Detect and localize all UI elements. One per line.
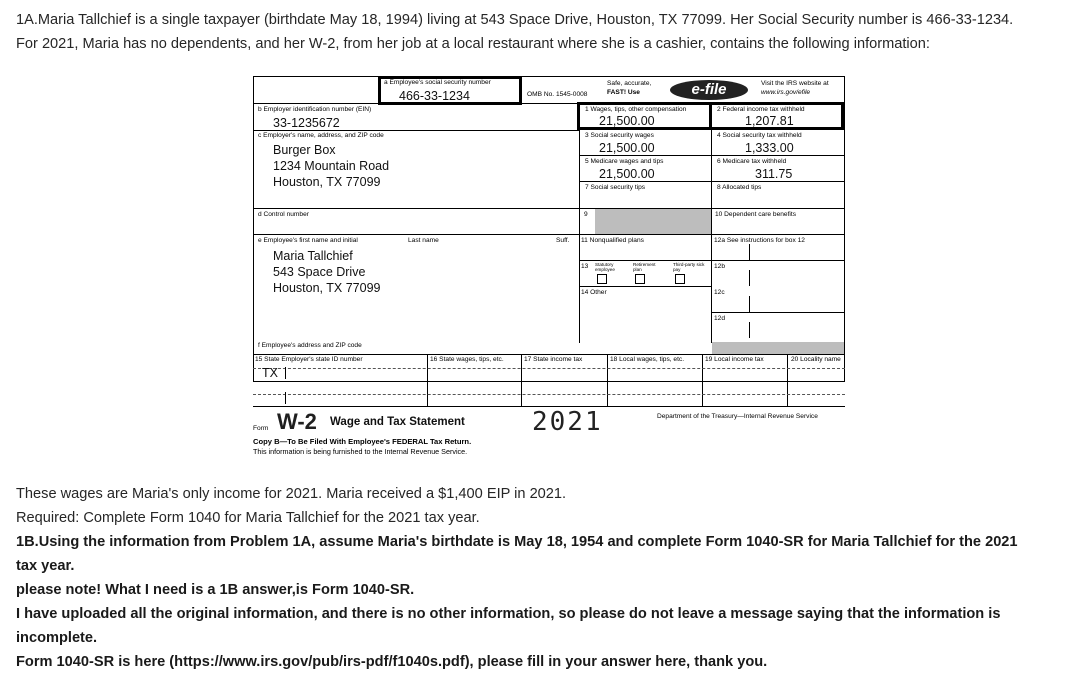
form-word: Form bbox=[253, 425, 269, 432]
last-name-label: Last name bbox=[408, 237, 439, 244]
box-f-label: f Employee's address and ZIP code bbox=[258, 342, 362, 349]
box-7-label: 7 Social security tips bbox=[585, 184, 646, 191]
box-12b-label: 12b bbox=[714, 263, 726, 270]
box-13-label: 13 bbox=[581, 263, 589, 270]
state-code: TX bbox=[262, 366, 278, 380]
box-1-label: 1 Wages, tips, other compensation bbox=[585, 106, 687, 113]
box-a-label: a Employee's social security number bbox=[384, 79, 491, 86]
employee-city: Houston, TX 77099 bbox=[273, 281, 381, 295]
box-b-label: b Employer identification number (EIN) bbox=[258, 106, 372, 113]
box-11-label: 11 Nonqualified plans bbox=[581, 237, 644, 244]
statutory-employee-label: Statutory employee bbox=[595, 262, 615, 272]
shaded-strip bbox=[712, 342, 844, 354]
box-19-label: 19 Local income tax bbox=[705, 356, 764, 363]
form-title: Wage and Tax Statement bbox=[330, 416, 465, 428]
retirement-plan-label: Retirement plan bbox=[633, 262, 656, 272]
fast-use-text: FAST! Use bbox=[607, 89, 640, 96]
problem-1a-line-2: For 2021, Maria has no dependents, and her W-2, from her job at a local restaurant where she is a cashier, contains the following information: bbox=[16, 36, 930, 52]
tax-year: 2021 bbox=[532, 407, 603, 437]
problem-1a-line-1: 1A.Maria Tallchief is a single taxpayer (birthdate May 18, 1994) living at 543 Space Drive, Houston, TX 77099. Her Social Security number is 466-33-1234. bbox=[16, 12, 1014, 28]
form-link-text: Form 1040-SR is here (https://www.irs.gov/pub/irs-pdf/f1040s.pdf), please fill in your answer here, thank you. bbox=[16, 654, 768, 670]
retirement-plan-checkbox bbox=[635, 274, 645, 284]
copy-b-note: This information is being furnished to the Internal Revenue Service. bbox=[253, 447, 468, 456]
w2-form bbox=[253, 76, 845, 460]
problem-1b-line-1: 1B.Using the information from Problem 1A, assume Maria's birthdate is May 18, 1954 and complete Form 1040-SR for Maria Tallchief for the 2021 bbox=[16, 534, 1018, 550]
box-d-label: d Control number bbox=[258, 211, 309, 218]
box-2-label: 2 Federal income tax withheld bbox=[717, 106, 805, 113]
irs-website-url: www.irs.gov/efile bbox=[761, 89, 811, 96]
problem-1b-line-2: tax year. bbox=[16, 558, 75, 574]
irs-website-text: Visit the IRS website at bbox=[761, 80, 829, 87]
uploaded-info-line-2: incomplete. bbox=[16, 630, 98, 646]
copy-b-text: Copy B—To Be Filed With Employee's FEDERAL Tax Return. bbox=[253, 437, 472, 446]
employee-ssn: 466-33-1234 bbox=[399, 89, 470, 103]
box-c-label: c Employer's name, address, and ZIP code bbox=[258, 132, 384, 139]
employer-street: 1234 Mountain Road bbox=[273, 159, 390, 173]
box-15-label: 15 State Employer's state ID number bbox=[255, 356, 363, 363]
note-text: please note! What I need is a 1B answer,is Form 1040-SR. bbox=[16, 582, 415, 598]
box-12c-label: 12c bbox=[714, 289, 725, 296]
box-8-label: 8 Allocated tips bbox=[717, 184, 762, 191]
box-9-label: 9 bbox=[584, 211, 588, 218]
department-text: Department of the Treasury—Internal Revenue Service bbox=[657, 413, 818, 420]
statutory-employee-checkbox bbox=[597, 274, 607, 284]
box-17-label: 17 State income tax bbox=[524, 356, 583, 363]
box-9-shaded bbox=[595, 209, 711, 234]
wages-note: These wages are Maria's only income for 2021. Maria received a $1,400 EIP in 2021. bbox=[16, 486, 567, 502]
box-20-label: 20 Locality name bbox=[791, 356, 841, 363]
box-6-medicare-tax: 311.75 bbox=[755, 167, 793, 181]
suffix-label: Suff. bbox=[556, 237, 570, 244]
box-5-label: 5 Medicare wages and tips bbox=[585, 158, 664, 165]
safe-accurate-text: Safe, accurate, bbox=[607, 80, 652, 87]
form-name: W-2 bbox=[277, 409, 317, 434]
box-12d-label: 12d bbox=[714, 315, 726, 322]
employer-city: Houston, TX 77099 bbox=[273, 175, 381, 189]
third-party-sick-pay-label: Third-party sick pay bbox=[673, 262, 705, 272]
box-18-label: 18 Local wages, tips, etc. bbox=[610, 356, 685, 363]
box-4-label: 4 Social security tax withheld bbox=[717, 132, 802, 139]
employer-ein: 33-1235672 bbox=[273, 116, 340, 130]
irs-efile-logo: e-file bbox=[670, 80, 748, 100]
box-10-label: 10 Dependent care benefits bbox=[715, 211, 797, 218]
box-5-medicare-wages: 21,500.00 bbox=[599, 167, 655, 181]
box-12a-label: 12a See instructions for box 12 bbox=[714, 237, 805, 244]
employee-name: Maria Tallchief bbox=[273, 249, 353, 263]
box-16-label: 16 State wages, tips, etc. bbox=[430, 356, 504, 363]
box-e-label: e Employee's first name and initial bbox=[258, 237, 358, 244]
employer-name: Burger Box bbox=[273, 143, 336, 157]
omb-number: OMB No. 1545-0008 bbox=[527, 91, 588, 98]
box-1-wages: 21,500.00 bbox=[599, 114, 655, 128]
uploaded-info-line-1: I have uploaded all the original information, and there is no other information, so please do not leave a message saying that the information is bbox=[16, 606, 1001, 622]
box-3-ss-wages: 21,500.00 bbox=[599, 141, 655, 155]
box-3-label: 3 Social security wages bbox=[585, 132, 654, 139]
box-4-ss-tax: 1,333.00 bbox=[745, 141, 794, 155]
box-14-label: 14 Other bbox=[581, 289, 607, 296]
box-2-federal-withheld: 1,207.81 bbox=[745, 114, 794, 128]
employee-street: 543 Space Drive bbox=[273, 265, 366, 279]
box-6-label: 6 Medicare tax withheld bbox=[717, 158, 787, 165]
required-text: Required: Complete Form 1040 for Maria Tallchief for the 2021 tax year. bbox=[16, 510, 480, 526]
third-party-sick-pay-checkbox bbox=[675, 274, 685, 284]
